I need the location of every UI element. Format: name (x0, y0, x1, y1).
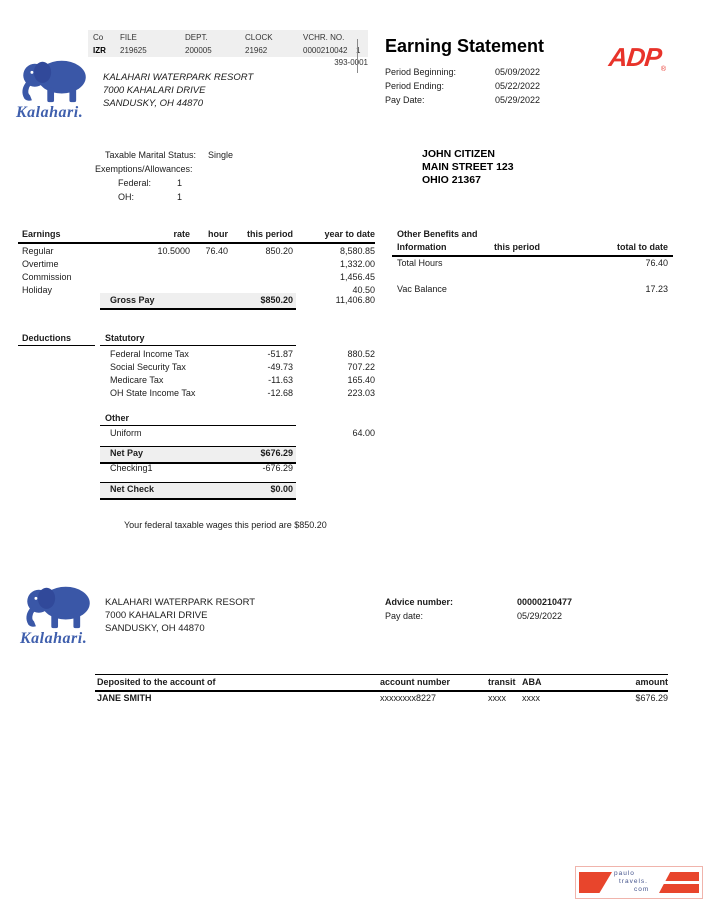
net-pay-row (18, 448, 375, 461)
period-beginning-row (385, 67, 595, 81)
pay-date-row (385, 95, 595, 109)
statutory-rule (100, 345, 296, 346)
benefit-label: Vac Balance (397, 284, 447, 294)
deduction-row-social-security (18, 362, 375, 375)
period-beginning-label: Period Beginning: (385, 67, 457, 77)
deposit-top-rule (95, 674, 668, 675)
earning-ytd: 1,332.00 (339, 259, 375, 269)
deduction-ytd: 707.22 (347, 362, 375, 372)
form-number: 393-0001 (334, 58, 368, 67)
net-check-amount: $0.00 (270, 484, 293, 494)
benefits-header-rule (392, 255, 673, 257)
earnings-header-row (18, 229, 375, 242)
vertical-divider (356, 39, 361, 73)
other-deductions-rule (100, 425, 296, 426)
stamp-text-line3: com (634, 886, 650, 893)
employee-line1: MAIN STREET 123 (422, 161, 514, 173)
deductions-label: Deductions (22, 333, 72, 343)
deposit-account-number: xxxxxxxx8227 (380, 693, 437, 703)
company-line2: SANDUSKY, OH 44870 (103, 98, 203, 109)
company-address-top (103, 71, 253, 110)
deduction-period: -49.73 (267, 362, 293, 372)
company-line1: 7000 KAHALARI DRIVE (103, 85, 206, 96)
deposit-data-row (95, 693, 668, 706)
net-check-label: Net Check (110, 484, 155, 494)
benefit-total: 76.40 (645, 258, 668, 268)
deduction-period: -12.68 (267, 388, 293, 398)
benefits-header-total: total to date (617, 242, 668, 252)
net-pay-amount: $676.29 (260, 448, 293, 458)
earnings-row-overtime (18, 259, 375, 272)
deposit-header-account-of: Deposited to the account of (97, 677, 216, 687)
elephant-icon (16, 56, 94, 106)
deduction-row-oh-state (18, 388, 375, 401)
earning-label: Holiday (22, 285, 53, 295)
gross-pay-amount: $850.20 (260, 295, 293, 305)
deposit-header-transit: transit (488, 677, 516, 687)
net-pay-label: Net Pay (110, 448, 144, 458)
stamp-right-stripes (659, 872, 699, 893)
kalahari-wordmark: Kalahari. (20, 630, 88, 647)
earning-label: Regular (22, 246, 54, 256)
deduction-ytd: 165.40 (347, 375, 375, 385)
period-ending-row (385, 81, 595, 95)
deposit-account-name: JANE SMITH (97, 693, 152, 703)
marital-status-label: Taxable Marital Status: (105, 150, 197, 160)
deduction-ytd: 880.52 (347, 349, 375, 359)
earning-ytd: 8,580.85 (339, 246, 375, 256)
company-address-bottom (105, 596, 255, 635)
deposit-amount: $676.29 (635, 693, 668, 703)
kalahari-logo-bottom (20, 582, 110, 648)
voucher-value-vchr: 0000210042 (303, 46, 348, 55)
deduction-period: -11.63 (268, 375, 293, 385)
gross-pay-label: Gross Pay (110, 295, 155, 305)
earnings-header-label: Earnings (22, 229, 61, 239)
benefits-title-line2: Information (397, 242, 447, 252)
period-ending-value: 05/22/2022 (495, 81, 541, 91)
federal-exemption-label: Federal: (118, 178, 152, 188)
deduction-ytd: 64.00 (352, 428, 375, 438)
benefits-row-vac-balance (393, 284, 673, 297)
deposit-header-account-number: account number (380, 677, 451, 687)
benefits-row-total-hours (393, 258, 673, 271)
deduction-label: Social Security Tax (110, 362, 186, 372)
voucher-table (88, 30, 368, 57)
benefit-label: Total Hours (397, 258, 443, 268)
voucher-value-seq: 1 (356, 46, 361, 55)
adp-registered-mark: ® (660, 66, 667, 73)
deposit-header-aba: ABA (522, 677, 542, 687)
voucher-value-clock: 21962 (245, 46, 268, 55)
pay-date-value: 05/29/2022 (495, 95, 541, 105)
other-deductions-label: Other (105, 413, 130, 423)
employee-address-block (422, 148, 514, 187)
company-line2: SANDUSKY, OH 44870 (105, 623, 205, 634)
voucher-header-co: Co (93, 33, 104, 42)
company-name: KALAHARI WATERPARK RESORT (105, 597, 256, 608)
advice-number-label: Advice number: (385, 597, 454, 607)
statutory-label: Statutory (105, 333, 145, 343)
paulo-travels-stamp (575, 866, 703, 899)
voucher-header-file: FILE (120, 33, 137, 42)
benefits-header-row (393, 242, 673, 255)
deduction-row-federal (18, 349, 375, 362)
voucher-header-vchr: VCHR. NO. (303, 33, 345, 42)
exemptions-label: Exemptions/Allowances: (95, 164, 193, 174)
earnings-row-regular (18, 246, 375, 259)
period-ending-label: Period Ending: (385, 81, 445, 91)
elephant-icon (20, 582, 98, 632)
deposit-aba: xxxx (522, 693, 540, 703)
stamp-text-line1: paulo (614, 870, 635, 877)
stamp-text-line2: travels. (619, 878, 648, 885)
benefits-header-period: this period (493, 242, 540, 252)
adp-logo (609, 42, 666, 73)
earning-period: 850.20 (265, 246, 293, 256)
deposit-header-row (95, 677, 668, 690)
company-line1: 7000 KAHALARI DRIVE (105, 610, 208, 621)
gross-pay-ytd: 11,406.80 (335, 295, 375, 305)
federal-exemption-value: 1 (176, 178, 182, 188)
bottom-pay-date-value: 05/29/2022 (517, 611, 563, 621)
benefit-total: 17.23 (645, 284, 668, 294)
stamp-left-stripe (579, 872, 612, 893)
voucher-value-dept: 200005 (185, 46, 212, 55)
earnings-header-rate: rate (173, 229, 190, 239)
pay-date-label: Pay Date: (385, 95, 425, 105)
advice-number-value: 00000210477 (517, 597, 573, 607)
earnings-header-period: this period (246, 229, 293, 239)
deduction-label: OH State Income Tax (110, 388, 196, 398)
deduction-row-medicare (18, 375, 375, 388)
oh-exemption-label: OH: (118, 192, 135, 202)
earning-ytd: 1,456.45 (339, 272, 375, 282)
earnings-row-commission (18, 272, 375, 285)
deduction-row-uniform (18, 428, 375, 441)
earning-ytd: 40.50 (352, 285, 375, 295)
voucher-value-co: IZR (93, 46, 106, 55)
page-title: Earning Statement (385, 36, 545, 56)
deduction-label: Medicare Tax (110, 375, 164, 385)
deduction-period: -51.87 (267, 349, 293, 359)
earnings-header-ytd: year to date (324, 229, 375, 239)
deduction-ytd: 223.03 (347, 388, 375, 398)
earning-label: Commission (22, 272, 72, 282)
bottom-pay-date-label: Pay date: (385, 611, 424, 621)
deductions-rule (18, 345, 95, 346)
kalahari-wordmark: Kalahari. (16, 104, 84, 121)
checking-label: Checking1 (110, 463, 153, 473)
deposit-header-rule (95, 690, 668, 692)
earnings-header-rule (18, 242, 375, 244)
earning-hour: 76.40 (205, 246, 228, 256)
earnings-header-hour: hour (208, 229, 228, 239)
company-name: KALAHARI WATERPARK RESORT (103, 72, 254, 83)
adp-logo-text: ADP (607, 42, 663, 72)
deposit-transit: xxxx (488, 693, 506, 703)
marital-status-value: Single (208, 150, 234, 160)
benefits-title-line1: Other Benefits and (397, 229, 478, 239)
deduction-label: Federal Income Tax (110, 349, 189, 359)
deduction-label: Uniform (110, 428, 142, 438)
net-check-row (18, 484, 375, 497)
period-beginning-value: 05/09/2022 (495, 67, 541, 77)
earning-rate: 10.5000 (157, 246, 190, 256)
taxable-wages-note: Your federal taxable wages this period are $850.20 (124, 520, 327, 530)
earning-label: Overtime (22, 259, 59, 269)
voucher-value-file: 219625 (120, 46, 147, 55)
kalahari-logo-top (16, 56, 106, 122)
oh-exemption-value: 1 (176, 192, 182, 202)
employee-line2: OHIO 21367 (422, 174, 481, 186)
voucher-header-dept: DEPT. (185, 33, 208, 42)
gross-pay-row (18, 295, 375, 308)
deposit-header-amount: amount (635, 677, 668, 687)
voucher-header-clock: CLOCK (245, 33, 273, 42)
checking-row (18, 463, 375, 476)
checking-amount: -676.29 (262, 463, 293, 473)
employee-name: JOHN CITIZEN (422, 148, 495, 160)
